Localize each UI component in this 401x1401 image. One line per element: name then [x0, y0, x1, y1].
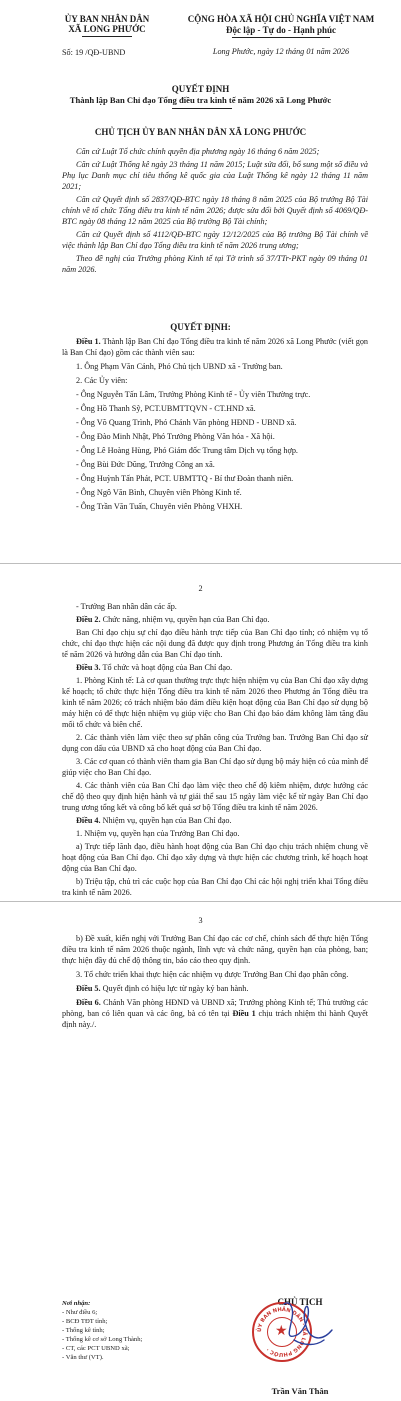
decision-subtitle: Thành lập Ban Chỉ đạo Tổng điều tra kinh tế năm 2026 xã Long Phước [69, 95, 332, 105]
basis-5: Theo đề nghị của Trưởng phòng Kinh tế tại Tờ trình số 37/TTr-PKT ngày 09 tháng 01 năm 2026. [62, 254, 368, 274]
recipients-label: Nơi nhận: [62, 1300, 91, 1307]
article-4-label: Điều 4. [76, 816, 101, 825]
recipient-item: - Văn thư (VT). [62, 1354, 104, 1361]
page-divider [0, 901, 401, 902]
recipients-block [62, 1299, 182, 1362]
basis-1: Căn cứ Luật Tổ chức chính quyền địa phương ngày 16 tháng 6 năm 2025; [76, 147, 320, 156]
member-item: - Ông Huỳnh Tấn Phát, PCT. UBMTTQ - Bí thư Đoàn thanh niên. [76, 474, 294, 483]
article-3-text: Tổ chức và hoạt động của Ban Chỉ đạo. [102, 663, 233, 672]
decision-title: QUYẾT ĐỊNH [171, 84, 230, 94]
article-1-members-label: 2. Các Ủy viên: [76, 376, 128, 385]
agency-line-1: ỦY BAN NHÂN DÂN [64, 14, 150, 24]
signature-icon [264, 1296, 338, 1356]
subtitle-underline [172, 108, 232, 109]
article-5-label: Điều 5. [76, 984, 101, 993]
issue-date: Long Phước, ngày 12 tháng 01 năm 2026 [212, 47, 350, 56]
article-6-label: Điều 6. [76, 998, 101, 1007]
signer-name: Trần Văn Thân [271, 1386, 329, 1396]
recipient-item: - Như điều 6; [62, 1309, 98, 1316]
article-2-heading [62, 614, 368, 625]
member-item: - Ông Trần Văn Tuấn, Chuyên viên Phòng VHXH. [76, 502, 243, 511]
svg-text:ỦY BAN NHÂN DÂN · XÃ LONG PHƯỚ: ỦY BAN NHÂN DÂN · XÃ LONG PHƯỚC · [256, 1306, 308, 1358]
recipient-item: - CT, các PCT UBND xã; [62, 1345, 130, 1352]
basis-4: Căn cứ Quyết định số 4112/QĐ-BTC ngày 12/12/2025 của Bộ trưởng Bộ Tài chính về việc thành lập Ban Chỉ đạo Tổng điều tra kinh tế năm 2026 trung ương; [62, 230, 368, 250]
article-4-para-1: 1. Nhiệm vụ, quyền hạn của Trưởng Ban Chỉ đạo. [76, 829, 240, 838]
document-page-1 [0, 0, 401, 560]
page-number: 2 [198, 584, 203, 593]
star-icon: ★ [275, 1323, 288, 1339]
article-3-para-2: 2. Các thành viên làm việc theo sự phân công của Trưởng ban. Trưởng Ban Chỉ đạo sử dụng con dấu của UBND xã cho hoạt động của Ban Chỉ đạo. [62, 733, 368, 753]
article-6-tail: chịu trách nhiệm thi hành Quyết định này./. [62, 1009, 369, 1029]
page-number: 3 [198, 916, 203, 925]
article-5 [62, 983, 368, 994]
article-1 [62, 336, 368, 515]
page-2-body [62, 601, 368, 897]
article-2-label: Điều 2. [76, 615, 101, 624]
national-title: CỘNG HÒA XÃ HỘI CHỦ NGHĨA VIỆT NAM [187, 14, 375, 24]
article-4-para-b: b) Triệu tập, chủ trì các cuộc họp của Ban Chỉ đạo Chỉ các hội nghị triển khai Tổng điều tra kinh tế năm 2026. [62, 877, 368, 897]
article-4-para-3: 3. Tổ chức triển khai thực hiện các nhiệm vụ được Trưởng Ban Chỉ đạo phân công. [76, 970, 349, 979]
article-4-para-2b: b) Đề xuất, kiến nghị với Trưởng Ban Chỉ đạo các cơ chế, chính sách để thực hiện Tổng điều tra kinh tế năm 2026 thuộc ngành, lĩnh vực và chức năng, quyền hạn của phòng, ban; thực hiện đầy đủ chế độ thông tin, báo cáo theo quy định. [62, 934, 368, 965]
national-motto: Độc lập - Tự do - Hạnh phúc [225, 25, 336, 35]
signer-title: CHỦ TỊCH [277, 1297, 323, 1307]
article-6-text: Chánh Văn phòng HĐND và UBND xã; Trưởng phòng Kinh tế; Thủ trưởng các phòng, ban có liên quan và các ông, bà có tên tại [62, 998, 369, 1018]
article-3-para-1: 1. Phòng Kinh tế: Là cơ quan thường trực thực hiện nhiệm vụ của Ban Chỉ đạo xây dựng kế hoạch; tổ chức thực hiện Tổng điều tra kinh tế năm 2026 theo Phương án Tổng điều tra kinh tế năm 2026; có trách nhiệm bảo đảm điều kiện hoạt động của Ban Chỉ đạo sử dụng bộ máy hiện có để thực hiện nhiệm vụ giúp việc cho Ban Chỉ đạo bảo đảm không làm tăng đầu mối tổ chức và biên chế. [62, 676, 368, 729]
article-4-para-a: a) Trực tiếp lãnh đạo, điều hành hoạt động của Ban Chỉ đạo chịu trách nhiệm chung về hoạt động của Ban Chỉ đạo. Chỉ đạo xây dựng và thực hiện các chương trình, kế hoạch hoạt động của Ban Chỉ đạo. [62, 842, 368, 873]
document-page-3 [0, 905, 401, 1401]
article-4-text: Nhiệm vụ, quyền hạn của Ban Chỉ đạo. [102, 816, 232, 825]
article-2-text: Chức năng, nhiệm vụ, quyền hạn của Ban Chỉ đạo. [102, 615, 270, 624]
article-3-para-4: 4. Các thành viên của Ban Chỉ đạo làm việc theo chế độ kiêm nhiệm, được hưởng các chế độ theo quy định hiện hành và tự giải thể sau 15 ngày làm việc kể từ ngày Ban Chỉ đạo trung ương tổng kết và công bố kết quả sơ bộ Tổng điều tra kinh tế năm 2026. [62, 781, 368, 812]
recipient-item: - Thống kê cơ sở Long Thành; [62, 1336, 143, 1343]
page-divider [0, 563, 401, 564]
member-item: - Ông Võ Quang Trình, Phó Chánh Văn phòng HĐND - UBND xã. [76, 418, 297, 427]
article-3-para-3: 3. Các cơ quan có thành viên tham gia Ban Chỉ đạo sử dụng bộ máy hiện có của mình để giúp việc cho Ban Chỉ đạo. [62, 757, 368, 777]
authority-title: CHỦ TỊCH ỦY BAN NHÂN DÂN XÃ LONG PHƯỚC [94, 127, 307, 137]
recipient-item: - BCĐ TĐT tỉnh; [62, 1318, 108, 1325]
document-number: Số: 19 /QĐ-UBND [62, 48, 126, 57]
article-6-ref: Điều 1 [232, 1009, 256, 1018]
agency-name [52, 14, 162, 34]
motto-underline [232, 37, 330, 38]
legal-bases [62, 146, 368, 277]
article-6 [62, 997, 368, 1030]
article-1-intro [62, 336, 368, 358]
article-4-heading [62, 815, 368, 826]
article-1-label: Điều 1. [76, 337, 101, 346]
agency-line-2: XÃ LONG PHƯỚC [68, 24, 146, 34]
page-3-body [62, 933, 368, 1033]
article-5-text: Quyết định có hiệu lực từ ngày ký ban hành. [102, 984, 249, 993]
article-3-heading [62, 662, 368, 673]
article-3-label: Điều 3. [76, 663, 101, 672]
article-1-head: 1. Ông Phạm Văn Cảnh, Phó Chủ tịch UBND xã - Trưởng ban. [76, 362, 283, 371]
basis-2: Căn cứ Luật Thống kê ngày 23 tháng 11 năm 2015; Luật sửa đổi, bổ sung một số điều và Phụ lục Danh mục chỉ tiêu thống kê quốc gia của Luật Thống kê ngày 12 tháng 11 năm 2021; [62, 160, 368, 191]
page-2-line-1: - Trưởng Ban nhân dân các ấp. [76, 602, 177, 611]
member-item: - Ông Nguyễn Tấn Lâm, Trưởng Phòng Kinh tế - Ủy viên Thường trực. [76, 390, 311, 399]
decides-heading: QUYẾT ĐỊNH: [170, 322, 231, 332]
member-item: - Ông Ngô Văn Bình, Chuyên viên Phòng Kinh tế. [76, 488, 242, 497]
recipient-item: - Thống kê tỉnh; [62, 1327, 105, 1334]
article-2-body: Ban Chỉ đạo chịu sự chỉ đạo điều hành trực tiếp của Ban Chỉ đạo tỉnh; có nhiệm vụ tổ chức, chỉ đạo thực hiện các nội dung đã được quy định trong Phương án Tổng điều tra kinh tế năm 2026 và hướng dẫn của Ban Chỉ đạo tỉnh. [62, 628, 368, 659]
member-item: - Ông Hồ Thanh Sỹ, PCT.UBMTTQVN - CT.HND xã. [76, 404, 256, 413]
basis-3: Căn cứ Quyết định số 2837/QĐ-BTC ngày 18 tháng 8 năm 2025 của Bộ trưởng Bộ Tài chính về tổ chức Tổng điều tra kinh tế năm 2026; được sửa đổi bởi Quyết định số 4069/QĐ-BTC ngày 08 tháng 12 năm 2025 của Bộ trưởng Bộ Tài chính; [62, 195, 368, 226]
agency-underline [82, 36, 132, 37]
member-item: - Ông Bùi Đức Dũng, Trưởng Công an xã. [76, 460, 215, 469]
member-item: - Ông Lê Hoàng Hùng, Phó Giám đốc Trung tâm Dịch vụ tổng hợp. [76, 446, 298, 455]
member-item: - Ông Đào Minh Nhật, Phó Trưởng Phòng Văn hóa - Xã hội. [76, 432, 275, 441]
article-1-text: Thành lập Ban Chỉ đạo Tổng điều tra kinh tế năm 2026 xã Long Phước (viết gọn là Ban Chỉ đạo) gồm các thành viên sau: [62, 337, 369, 357]
document-page-2 [0, 567, 401, 897]
